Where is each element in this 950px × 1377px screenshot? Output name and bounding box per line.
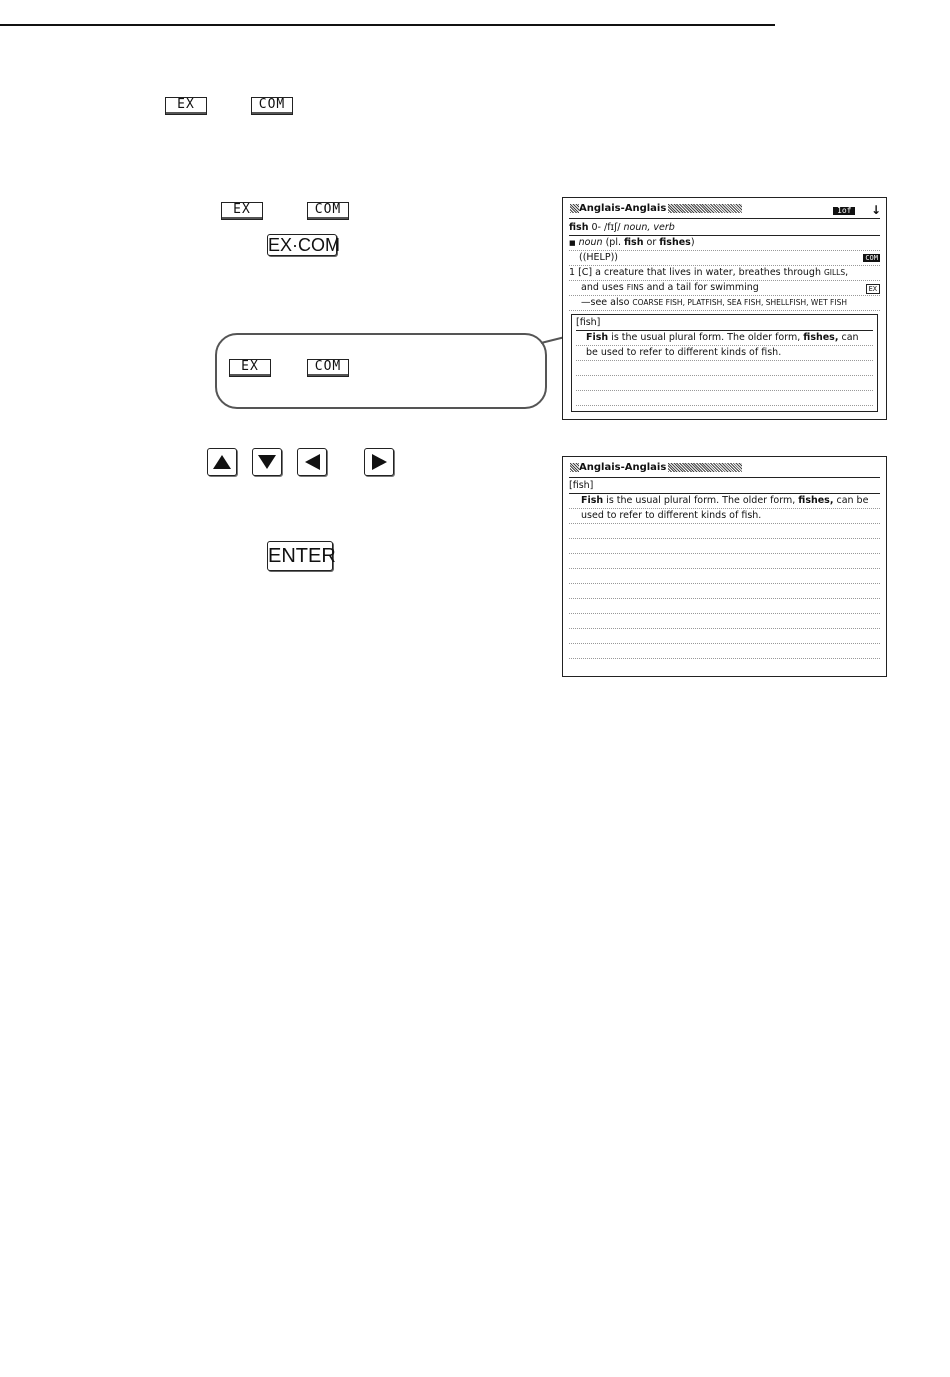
note-empty-line <box>569 584 880 599</box>
ex-key: EX <box>221 202 263 220</box>
note-line-1: Fish is the usual plural form. The older form, fishes, can <box>576 331 873 346</box>
entry-plural-line: ■ noun (pl. fish or fishes) <box>569 236 880 251</box>
right-arrow-key <box>364 448 394 476</box>
entry-headword-line: fish 0- /fɪʃ/ noun, verb <box>569 221 880 236</box>
com-tag: COM <box>865 254 878 262</box>
entry-definition-line-2: and uses FINS and a tail for swimming EX <box>569 281 880 296</box>
note-empty-line <box>576 376 873 391</box>
note-empty-line <box>569 644 880 659</box>
title-hatch-right <box>668 204 742 213</box>
ex-tag: EX <box>866 284 880 294</box>
com-key: COM <box>251 97 293 115</box>
left-arrow-key <box>297 448 327 476</box>
page-badge: 1of <box>833 207 855 215</box>
excom-key: EX·COM <box>268 235 340 255</box>
com-key: COM <box>307 202 349 220</box>
note-line-2: be used to refer to different kinds of fish. <box>576 346 873 361</box>
enter-key: ENTER <box>267 541 333 571</box>
title-divider <box>569 218 880 219</box>
note-head: [fish] <box>576 316 873 331</box>
note-empty-line <box>569 599 880 614</box>
note-empty-line <box>569 614 880 629</box>
note-empty-line <box>569 539 880 554</box>
note-empty-line <box>569 569 880 584</box>
title-hatch-left <box>570 463 579 472</box>
note-line-2: used to refer to different kinds of fish. <box>569 509 880 524</box>
note-empty-line <box>576 361 873 376</box>
note-empty-line <box>569 524 880 539</box>
entry-definition-line-1: 1 [C] a creature that lives in water, breathes through GILLS, <box>569 266 880 281</box>
note-empty-line <box>569 629 880 644</box>
scroll-down-icon: ↓ <box>871 203 882 217</box>
up-arrow-key <box>207 448 237 476</box>
note-empty-line <box>576 391 873 406</box>
note-empty-line <box>569 554 880 569</box>
usage-note-box <box>571 314 878 412</box>
title-hatch-right <box>668 463 742 472</box>
ex-key: EX <box>229 359 271 377</box>
down-arrow-key <box>252 448 282 476</box>
entry-see-also-line: —see also COARSE FISH, PLATFISH, SEA FISH, SHELLFISH, WET FISH <box>569 296 880 311</box>
title-hatch-left <box>570 204 579 213</box>
screen-title: Anglais-Anglais <box>570 462 742 473</box>
screen-title: Anglais-Anglais <box>570 203 742 214</box>
note-line-1: Fish is the usual plural form. The older form, fishes, can be <box>569 494 880 509</box>
note-head: [fish] <box>569 479 880 494</box>
com-key: COM <box>307 359 349 377</box>
dictionary-screen-entry <box>562 197 887 420</box>
ex-key: EX <box>165 97 207 115</box>
entry-help-line: ((HELP)) COM <box>569 251 880 266</box>
dictionary-screen-note <box>562 456 887 677</box>
title-divider <box>569 477 880 478</box>
